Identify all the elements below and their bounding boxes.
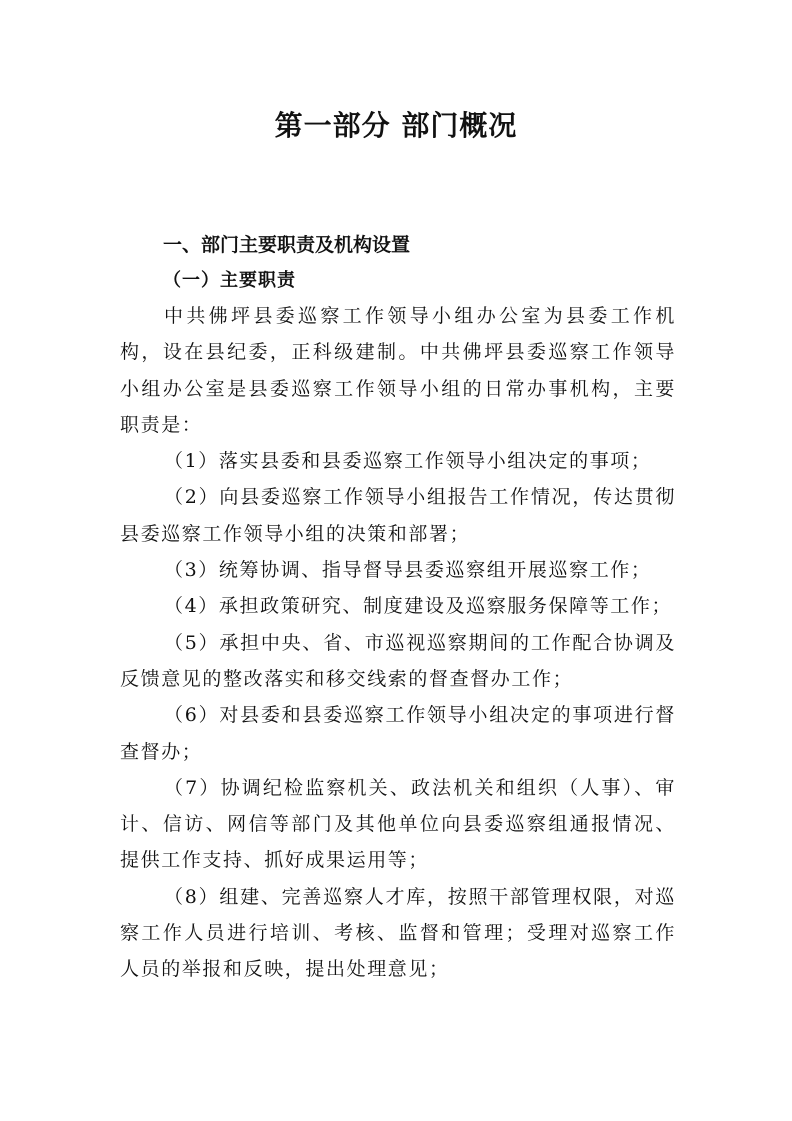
page-title: 第一部分 部门概况 <box>274 109 518 142</box>
paragraph-duty-7: （7）协调纪检监察机关、政法机关和组织（人事）、审计、信访、网信等部门及其他单位向县委巡察组通报情况、提供工作支持、抓好成果运用等； <box>120 776 676 872</box>
paragraph-duty-8: （8）组建、完善巡察人才库，按照干部管理权限，对巡察工作人员进行培训、考核、监督和管理；受理对巡察工作人员的举报和反映，提出处理意见； <box>120 885 676 981</box>
paragraph-duty-2: （2）向县委巡察工作领导小组报告工作情况，传达贯彻县委巡察工作领导小组的决策和部署； <box>120 486 676 545</box>
paragraph-duty-6: （6）对县委和县委巡察工作领导小组决定的事项进行督查督办； <box>120 704 676 763</box>
paragraph-duty-5: （5）承担中央、省、市巡视巡察期间的工作配合协调及反馈意见的整改落实和移交线索的督查督办工作； <box>120 631 676 690</box>
document-body <box>120 298 676 988</box>
section-heading: 一、部门主要职责及机构设置 <box>163 234 411 256</box>
paragraph-duty-1: （1）落实县委和县委巡察工作领导小组决定的事项； <box>164 450 652 473</box>
paragraph-duty-4: （4）承担政策研究、制度建设及巡察服务保障等工作； <box>164 595 673 618</box>
subsection-heading: （一）主要职责 <box>163 270 296 291</box>
paragraph-intro: 中共佛坪县委巡察工作领导小组办公室为县委工作机构，设在县纪委，正科级建制。中共佛坪县委巡察工作领导小组办公室是县委巡察工作领导小组的日常办事机构，主要职责是： <box>120 305 676 436</box>
paragraph-duty-3: （3）统筹协调、指导督导县委巡察组开展巡察工作； <box>164 559 652 582</box>
